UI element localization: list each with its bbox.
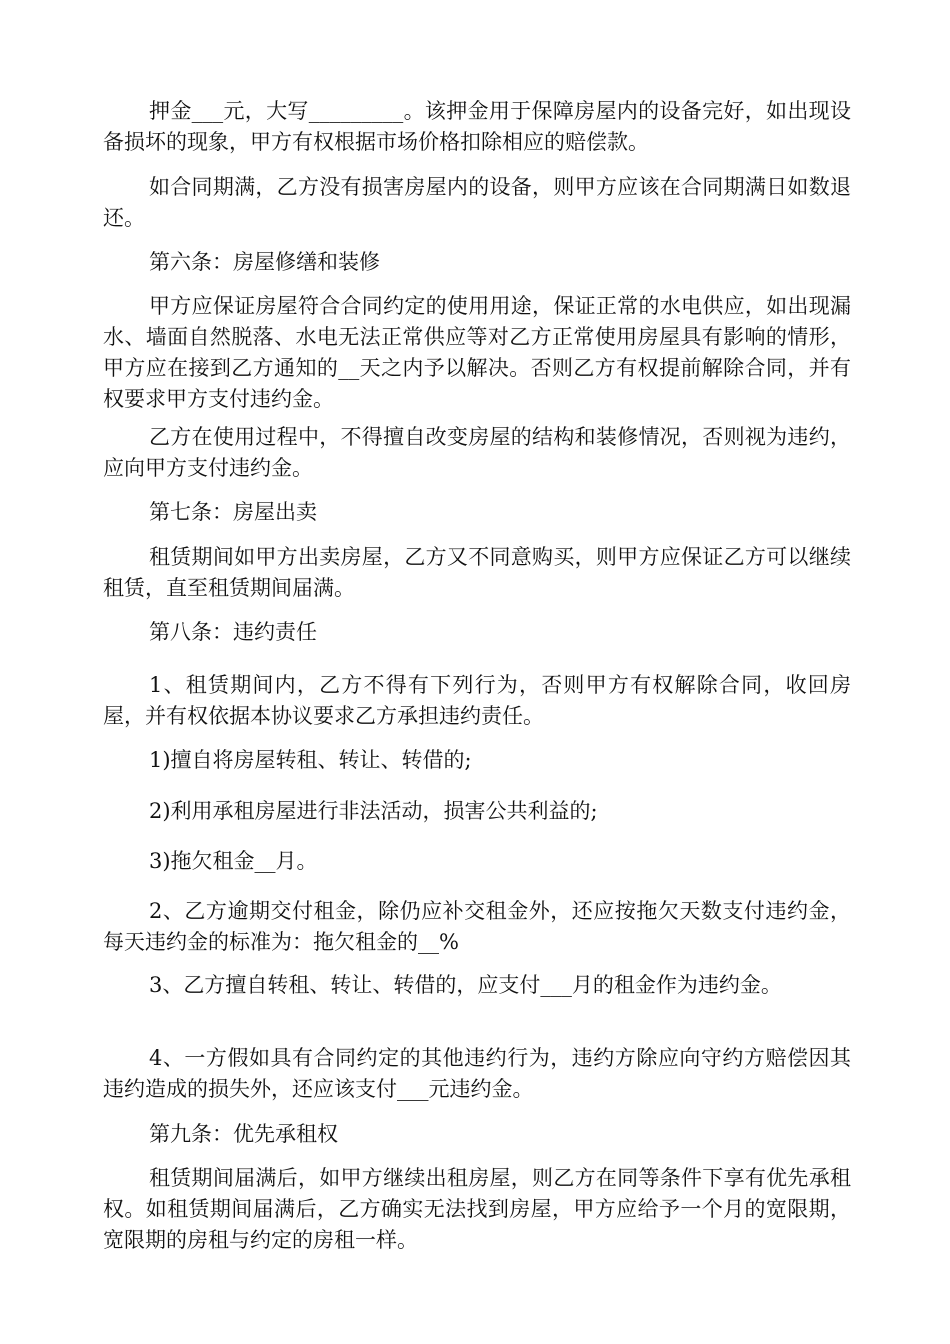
paragraph-no-alteration: 乙方在使用过程中，不得擅自改变房屋的结构和装修情况，否则视为违约，应向甲方支付违约金。	[103, 425, 851, 480]
heading-article-6: 第六条：房屋修缮和装修	[149, 250, 380, 274]
paragraph-breach-4: 4、一方假如具有合同约定的其他违约行为，违约方除应向守约方赔偿因其违约造成的损失外，还应该支付___元违约金。	[103, 1046, 851, 1101]
paragraph-deposit: 押金___元，大写_________。该押金用于保障房屋内的设备完好，如出现设备损坏的现象，甲方有权根据市场价格扣除相应的赔偿款。	[103, 99, 851, 154]
heading-article-7: 第七条：房屋出卖	[149, 500, 317, 524]
paragraph-breach-2: 2、乙方逾期交付租金，除仍应补交租金外，还应按拖欠天数支付违约金，每天违约金的标准为：拖欠租金的__%	[103, 899, 851, 954]
paragraph-priority-lease: 租赁期间届满后，如甲方继续出租房屋，则乙方在同等条件下享有优先承租权。如租赁期间届满后，乙方确实无法找到房屋，甲方应给予一个月的宽限期，宽限期的房租与约定的房租一样。	[103, 1166, 851, 1252]
heading-article-9: 第九条：优先承租权	[149, 1122, 338, 1146]
paragraph-repair-obligation: 甲方应保证房屋符合合同约定的使用用途，保证正常的水电供应，如出现漏水、墙面自然脱落、水电无法正常供应等对乙方正常使用房屋具有影响的情形，甲方应在接到乙方通知的__天之内予以解决。否则乙方有权提前解除合同，并有权要求甲方支付违约金。	[103, 294, 851, 411]
list-item-illegal-use: 2)利用承租房屋进行非法活动，损害公共利益的;	[149, 799, 598, 823]
heading-article-8: 第八条：违约责任	[149, 620, 317, 644]
paragraph-deposit-refund: 如合同期满，乙方没有损害房屋内的设备，则甲方应该在合同期满日如数退还。	[103, 175, 851, 230]
list-item-sublet: 1)擅自将房屋转租、转让、转借的;	[149, 748, 472, 772]
paragraph-house-sale: 租赁期间如甲方出卖房屋，乙方又不同意购买，则甲方应保证乙方可以继续租赁，直至租赁期间届满。	[103, 545, 851, 600]
paragraph-breach-3: 3、乙方擅自转租、转让、转借的，应支付___月的租金作为违约金。	[149, 973, 782, 997]
paragraph-breach-1: 1、租赁期间内，乙方不得有下列行为，否则甲方有权解除合同，收回房屋，并有权依据本协议要求乙方承担违约责任。	[103, 673, 851, 728]
list-item-rent-arrears: 3)拖欠租金__月。	[149, 849, 318, 873]
